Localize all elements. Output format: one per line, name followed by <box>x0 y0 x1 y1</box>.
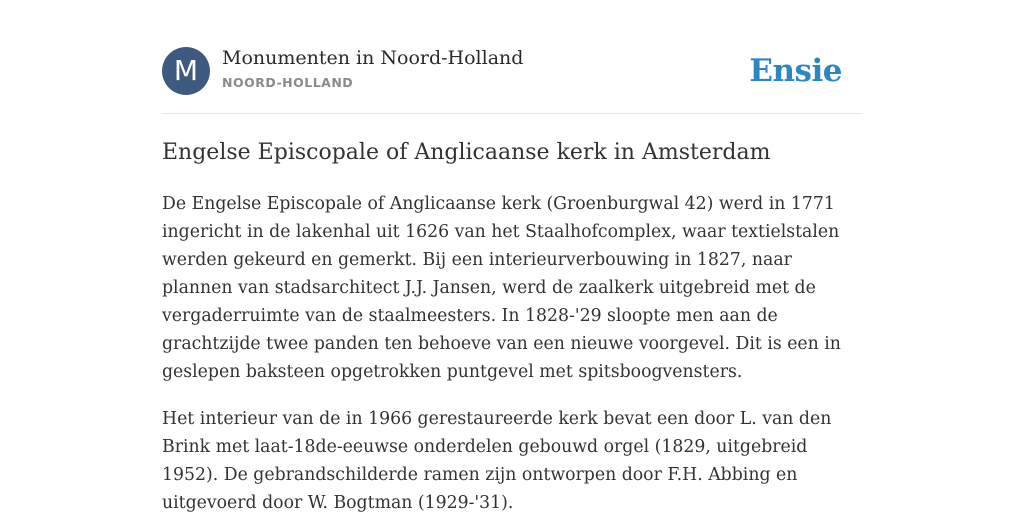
source-avatar[interactable]: M <box>162 47 210 95</box>
source-subtitle: NOORD-HOLLAND <box>222 75 354 90</box>
article-paragraph-2: Het interieur van de in 1966 gerestaureerde kerk bevat een door L. van den Brink met laat-18de-eeuwse onderdelen gebouwd orgel (1829, uitgebreid 1952). De gebrandschilderde ramen zijn ontworpen door F.H. Abbing en uitgevoerd door W. Bogtman (1929-'31). <box>162 409 832 512</box>
source-header <box>162 47 862 95</box>
article-title: Engelse Episcopale of Anglicaanse kerk in Amsterdam <box>162 140 771 165</box>
article-paragraph-1: De Engelse Episcopale of Anglicaanse kerk (Groenburgwal 42) werd in 1771 ingericht in de lakenhal uit 1626 van het Staalhofcomplex, waar textielstalen werden gekeurd en gemerkt. Bij een interieurverbouwing in 1827, naar plannen van stadsarchitect J.J. Jansen, werd de zaalkerk uitgebreid met de vergaderruimte van de staalmeesters. In 1828-'29 sloopte men aan de grachtzijde twee panden ten behoeve van een nieuwe voorgevel. Dit is een in geslepen baksteen opgetrokken puntgevel met spitsboogvensters. <box>162 194 841 382</box>
header-divider <box>162 113 862 114</box>
source-title-link[interactable]: Monumenten in Noord-Holland <box>222 47 524 69</box>
ensie-logo[interactable]: Ensie <box>749 53 842 89</box>
article <box>162 138 862 512</box>
